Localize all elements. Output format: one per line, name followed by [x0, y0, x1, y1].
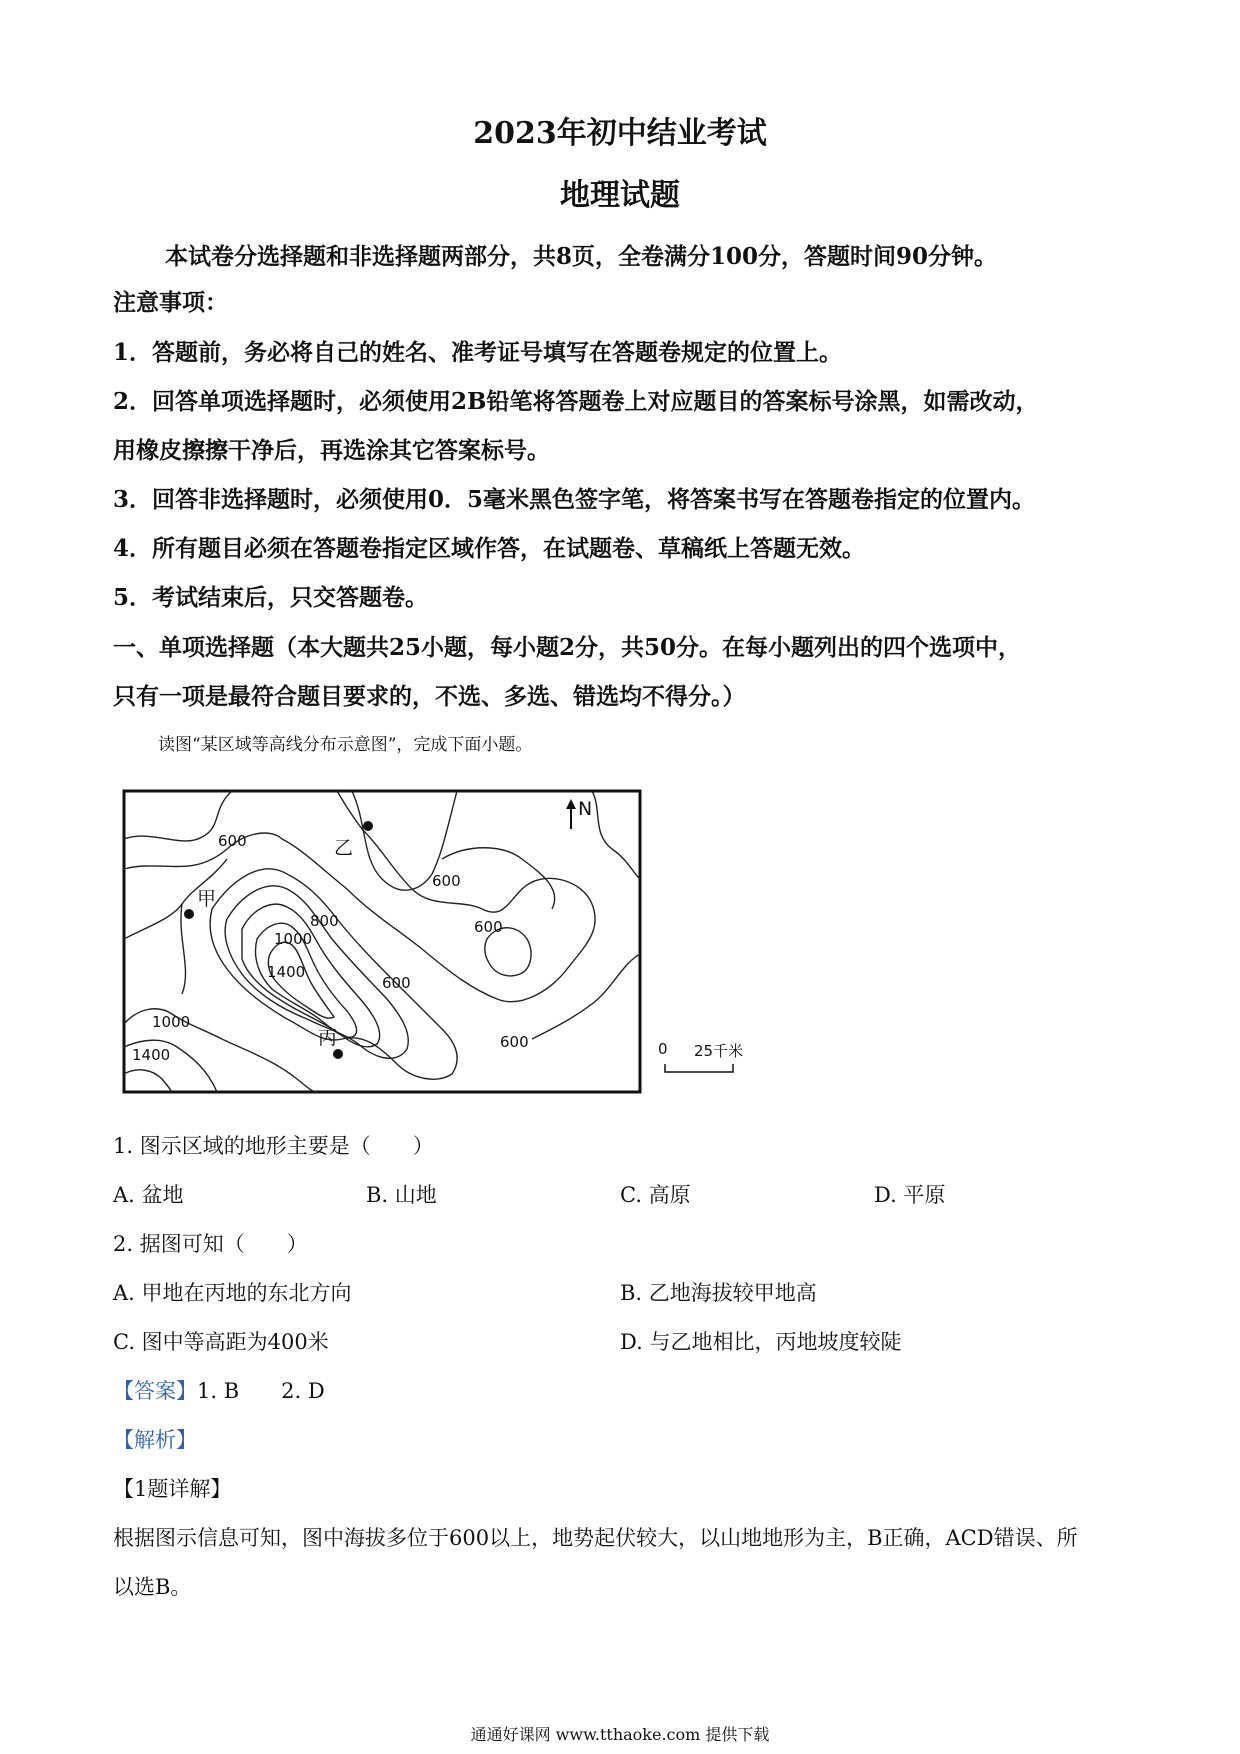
contour-map [122, 789, 642, 1094]
map-frame [124, 791, 640, 1092]
contour-label-600: 600 [218, 832, 247, 850]
note-item: 1．答题前，务必将自己的姓名、准考证号填写在答题卷规定的位置上。 [113, 339, 843, 366]
label-yi: 乙 [334, 837, 354, 859]
map-scale [658, 1040, 768, 1080]
note-item: 用橡皮擦擦干净后，再选涂其它答案标号。 [113, 437, 550, 464]
q2-option-b: B. 乙地海拔较甲地高 [620, 1281, 817, 1305]
q2-option-c: C. 图中等高距为400米 [113, 1330, 329, 1354]
exam-title: 2023年初中结业考试 [473, 116, 767, 151]
analysis-tag: 【解析】 [113, 1428, 197, 1452]
q1-option-c: C. 高原 [620, 1183, 691, 1207]
point-bing [333, 1049, 343, 1059]
page-footer: 通通好课网 www.tthaoke.com 提供下载 [470, 1725, 770, 1744]
north-label: N [578, 798, 593, 820]
contour-label-600: 600 [432, 872, 461, 890]
exam-subject: 地理试题 [560, 178, 680, 213]
contour-label-600: 600 [474, 918, 503, 936]
q2-option-d: D. 与乙地相比，丙地坡度较陡 [620, 1330, 902, 1354]
scale-bar [664, 1064, 734, 1076]
exam-intro: 本试卷分选择题和非选择题两部分，共8页，全卷满分100分，答题时间90分钟。 [165, 243, 998, 270]
contour-label-600: 600 [500, 1033, 529, 1051]
notes-heading: 注意事项： [113, 289, 228, 316]
contour-label-1400: 1400 [132, 1046, 171, 1064]
label-jia: 甲 [197, 888, 217, 910]
answer-line [113, 1375, 325, 1405]
section-heading: 一、单项选择题（本大题共25小题，每小题2分，共50分。在每小题列出的四个选项中， [113, 634, 1022, 661]
contour-label-800: 800 [310, 912, 339, 930]
scale-zero: 0 [658, 1040, 668, 1058]
section-heading-cont: 只有一项是最符合题目要求的，不选、多选、错选均不得分。） [113, 683, 746, 710]
note-item: 2．回答单项选择题时，必须使用2B铅笔将答题卷上对应题目的答案标号涂黑，如需改动， [113, 388, 1039, 415]
q1-option-a: A. 盆地 [113, 1183, 184, 1207]
q1-option-d: D. 平原 [874, 1183, 946, 1207]
point-yi [363, 821, 373, 831]
scale-distance: 25千米 [694, 1042, 744, 1060]
analysis-text: 根据图示信息可知，图中海拔多位于600以上，地势起伏较大，以山地地形为主，B正确，ACD错误、所 [113, 1526, 1078, 1550]
question-prompt: 读图“某区域等高线分布示意图”，完成下面小题。 [158, 735, 533, 755]
question-2-stem: 2. 据图可知（ ） [113, 1232, 308, 1256]
contour-label-1400: 1400 [267, 963, 306, 981]
analysis-text-cont: 以选B。 [113, 1575, 192, 1599]
q1-option-b: B. 山地 [366, 1183, 437, 1207]
answer-tag: 【答案】 [113, 1379, 197, 1403]
note-item: 3．回答非选择题时，必须使用0．5毫米黑色签字笔，将答案书写在答题卷指定的位置内。 [113, 486, 1036, 513]
point-jia [184, 909, 194, 919]
note-item: 5．考试结束后，只交答题卷。 [113, 584, 429, 611]
note-item: 4．所有题目必须在答题卷指定区域作答，在试题卷、草稿纸上答题无效。 [113, 535, 866, 562]
question-1-stem: 1. 图示区域的地形主要是（ ） [113, 1134, 434, 1158]
q2-option-a: A. 甲地在丙地的东北方向 [113, 1281, 352, 1305]
analysis-detail-tag: 【1题详解】 [113, 1477, 232, 1501]
contour-label-600: 600 [382, 974, 411, 992]
contour-label-1000: 1000 [152, 1013, 191, 1031]
contour-label-1000: 1000 [274, 930, 313, 948]
answer-text: 1. B 2. D [197, 1379, 325, 1403]
label-bing: 丙 [318, 1027, 338, 1049]
